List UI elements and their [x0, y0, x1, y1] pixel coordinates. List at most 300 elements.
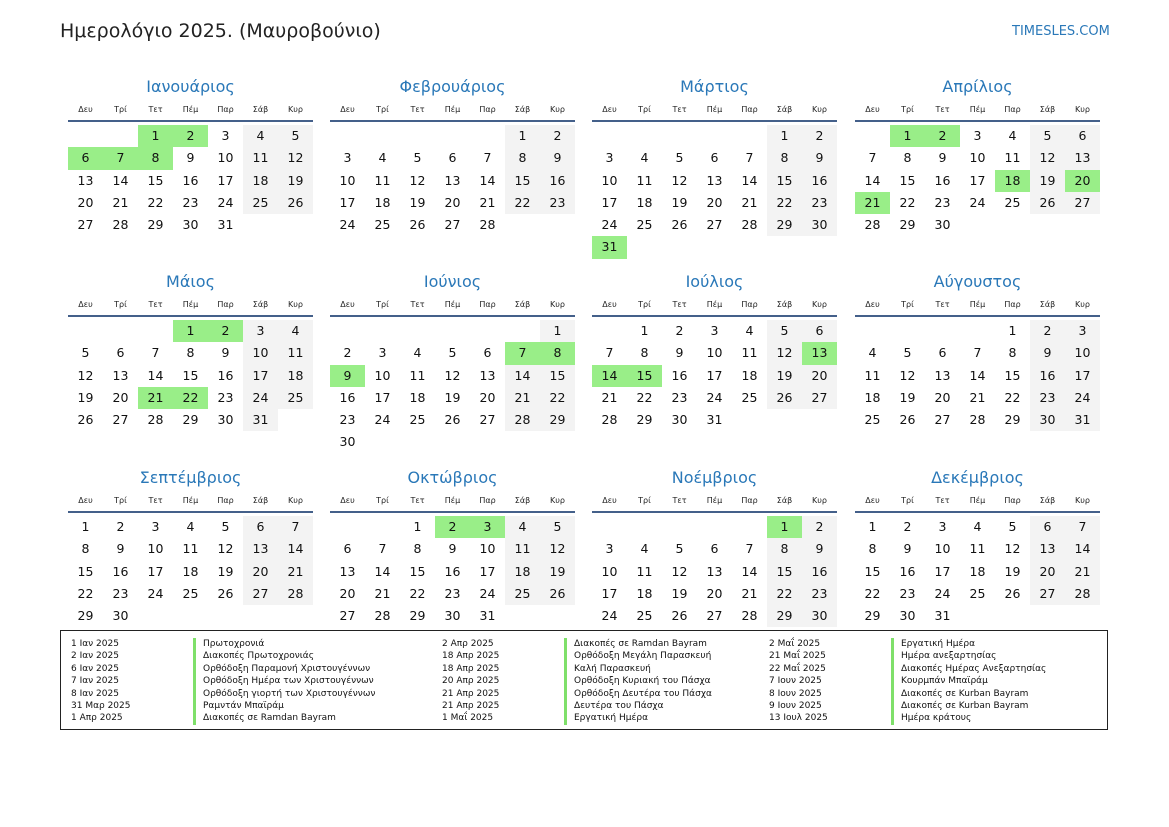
month-name: Φεβρουάριος — [399, 77, 506, 96]
weekday-label: Παρ — [479, 300, 496, 309]
day-cell: 14 — [112, 172, 129, 188]
day-cell: 17 — [479, 563, 496, 579]
weekday-label: Κυρ — [812, 300, 827, 309]
day-cell: 5 — [540, 516, 575, 538]
holiday-day-cell: 2 — [208, 320, 243, 342]
day-cell: 12 — [767, 342, 802, 364]
day-cell: 5 — [221, 519, 230, 534]
day-cell: 15 — [505, 170, 540, 192]
day-cell: 22 — [540, 387, 575, 409]
day-cell: 6 — [1065, 125, 1100, 147]
day-cell: 4 — [243, 125, 278, 147]
weekday-label: Δευ — [602, 496, 617, 505]
day-cell: 16 — [339, 389, 356, 405]
day-cell: 4 — [868, 345, 877, 361]
empty-cell — [138, 320, 173, 342]
day-cell: 21 — [505, 387, 540, 409]
day-cell: 22 — [767, 192, 802, 214]
holiday-date: 8 Ιουν 2025 — [769, 688, 822, 699]
day-cell: 23 — [182, 194, 199, 210]
day-cell: 8 — [186, 345, 195, 361]
holiday-day-cell: 8 — [540, 342, 575, 364]
weekday-header — [330, 495, 575, 513]
day-cell: 17 — [374, 389, 391, 405]
weekday-label: Κυρ — [1075, 105, 1090, 114]
weekday-label: Τετ — [148, 105, 163, 114]
weekday-label: Τετ — [672, 496, 687, 505]
day-cell: 7 — [1065, 516, 1100, 538]
holiday-date: 1 Μαΐ 2025 — [442, 713, 494, 724]
holiday-date: 31 Μαρ 2025 — [71, 701, 131, 712]
holiday-day-cell: 7 — [103, 147, 138, 169]
day-cell: 22 — [899, 194, 916, 210]
day-cell: 23 — [540, 192, 575, 214]
holiday-entry — [769, 675, 1046, 687]
empty-cell — [890, 320, 925, 342]
day-cell: 11 — [182, 541, 199, 557]
day-cell: 26 — [671, 608, 688, 624]
day-cell: 27 — [706, 217, 723, 233]
day-cell: 3 — [378, 345, 387, 361]
holiday-entry — [769, 700, 1046, 712]
weekday-label: Πέμ — [706, 300, 723, 309]
day-cell: 27 — [706, 608, 723, 624]
day-cell: 29 — [767, 605, 802, 627]
day-cell: 29 — [864, 608, 881, 624]
day-cell: 20 — [444, 194, 461, 210]
holiday-day-cell: 7 — [505, 342, 540, 364]
day-cell: 25 — [969, 585, 986, 601]
day-cell: 13 — [934, 367, 951, 383]
day-cell: 27 — [479, 412, 496, 428]
day-cell: 16 — [540, 170, 575, 192]
holiday-entry — [442, 700, 712, 712]
empty-cell — [732, 125, 767, 147]
weekday-label: Πέμ — [182, 105, 199, 114]
day-cell: 25 — [278, 387, 313, 409]
weekday-label: Δευ — [865, 496, 880, 505]
day-cell: 16 — [802, 561, 837, 583]
weekday-label: Κυρ — [1075, 496, 1090, 505]
empty-cell — [103, 125, 138, 147]
weekday-label: Τετ — [935, 105, 950, 114]
day-cell: 23 — [671, 389, 688, 405]
holiday-entry — [71, 650, 375, 662]
day-cell: 16 — [444, 563, 461, 579]
day-cell: 25 — [636, 217, 653, 233]
day-grid — [855, 516, 1100, 627]
day-cell: 7 — [745, 150, 754, 166]
weekday-label: Πέμ — [182, 300, 199, 309]
holiday-date: 1 Απρ 2025 — [71, 713, 123, 724]
empty-cell — [435, 125, 470, 147]
day-cell: 28 — [374, 608, 391, 624]
day-cell: 8 — [413, 541, 422, 557]
day-cell: 14 — [374, 563, 391, 579]
day-cell: 5 — [448, 345, 457, 361]
day-cell: 1 — [505, 125, 540, 147]
day-cell: 19 — [77, 389, 94, 405]
day-cell: 23 — [217, 389, 234, 405]
day-cell: 11 — [278, 342, 313, 364]
weekday-label: Σάβ — [252, 105, 269, 114]
day-cell: 13 — [479, 367, 496, 383]
holiday-day-cell: 31 — [592, 236, 627, 258]
month-calendar — [68, 465, 313, 627]
day-cell: 21 — [1065, 561, 1100, 583]
day-cell: 18 — [182, 563, 199, 579]
day-cell: 7 — [745, 541, 754, 557]
page-title: Ημερολόγιο 2025. (Μαυροβούνιο) — [60, 20, 381, 42]
holiday-day-cell: 2 — [435, 516, 470, 538]
day-cell: 3 — [221, 128, 230, 143]
weekday-header — [855, 299, 1100, 317]
weekday-label: Παρ — [741, 496, 758, 505]
holiday-date: 2 Απρ 2025 — [442, 639, 494, 649]
day-cell: 18 — [969, 563, 986, 579]
holiday-entry — [71, 700, 375, 712]
weekday-label: Δευ — [78, 300, 93, 309]
day-cell: 29 — [77, 608, 94, 624]
month-name: Ιούνιος — [423, 272, 482, 291]
day-cell: 12 — [540, 538, 575, 560]
holiday-entry — [769, 688, 1046, 700]
weekday-label: Κυρ — [288, 105, 303, 114]
day-cell: 19 — [767, 365, 802, 387]
weekday-label: Κυρ — [812, 105, 827, 114]
day-cell: 12 — [217, 541, 234, 557]
weekday-label: Κυρ — [550, 496, 565, 505]
holiday-date: 18 Απρ 2025 — [442, 663, 500, 674]
weekday-label: Σάβ — [776, 496, 793, 505]
day-cell: 14 — [741, 563, 758, 579]
day-cell: 1 — [413, 519, 422, 534]
holiday-entry — [71, 688, 375, 700]
weekday-label: Τετ — [410, 496, 425, 505]
day-cell: 30 — [182, 217, 199, 233]
day-cell: 6 — [243, 516, 278, 538]
day-cell: 22 — [77, 585, 94, 601]
day-cell: 24 — [339, 217, 356, 233]
day-cell: 17 — [706, 367, 723, 383]
day-cell: 20 — [706, 585, 723, 601]
empty-cell — [697, 516, 732, 538]
day-cell: 8 — [81, 541, 90, 557]
day-grid — [592, 320, 837, 431]
day-cell: 24 — [1065, 387, 1100, 409]
empty-cell — [330, 516, 365, 538]
empty-cell — [68, 320, 103, 342]
day-cell: 3 — [710, 323, 719, 338]
day-cell: 26 — [767, 387, 802, 409]
day-cell: 10 — [601, 172, 618, 188]
day-cell: 14 — [278, 538, 313, 560]
day-cell: 13 — [77, 172, 94, 188]
day-cell: 30 — [671, 412, 688, 428]
weekday-label: Πέμ — [969, 496, 986, 505]
holiday-date: 7 Ιαν 2025 — [71, 676, 119, 687]
day-cell: 4 — [745, 323, 754, 338]
weekday-label: Παρ — [1004, 105, 1021, 114]
holiday-entry — [442, 650, 712, 662]
day-cell: 4 — [1008, 128, 1017, 143]
holiday-column-3 — [769, 638, 1046, 725]
day-cell: 12 — [671, 563, 688, 579]
holiday-name: Πρωτοχρονιά — [193, 638, 264, 650]
weekday-label: Τρί — [901, 105, 914, 114]
day-cell: 28 — [1065, 583, 1100, 605]
day-cell: 24 — [147, 585, 164, 601]
day-cell: 29 — [899, 217, 916, 233]
day-cell: 23 — [934, 194, 951, 210]
holiday-day-cell: 2 — [925, 125, 960, 147]
holiday-day-cell: 2 — [173, 125, 208, 147]
weekday-label: Πέμ — [182, 496, 199, 505]
day-cell: 5 — [413, 150, 422, 166]
day-cell: 22 — [767, 583, 802, 605]
day-cell: 18 — [374, 194, 391, 210]
day-cell: 19 — [444, 389, 461, 405]
day-cell: 4 — [186, 519, 195, 534]
holiday-entry — [71, 712, 375, 724]
day-cell: 30 — [802, 214, 837, 236]
weekday-label: Κυρ — [550, 300, 565, 309]
holiday-day-cell: 22 — [173, 387, 208, 409]
day-cell: 12 — [409, 172, 426, 188]
holiday-name: Ορθόδοξη Ημέρα των Χριστουγέννων — [193, 675, 374, 687]
weekday-label: Σάβ — [1039, 300, 1056, 309]
holiday-day-cell: 21 — [138, 387, 173, 409]
day-cell: 4 — [413, 345, 422, 361]
holiday-entry — [442, 638, 712, 650]
weekday-label: Τετ — [935, 496, 950, 505]
day-grid — [592, 516, 837, 627]
weekday-label: Τρί — [901, 496, 914, 505]
day-cell: 14 — [741, 172, 758, 188]
empty-cell — [68, 125, 103, 147]
day-cell: 11 — [636, 172, 653, 188]
day-cell: 18 — [243, 170, 278, 192]
day-cell: 2 — [116, 519, 125, 534]
weekday-label: Σάβ — [252, 496, 269, 505]
month-calendar — [68, 74, 313, 236]
day-cell: 23 — [802, 583, 837, 605]
day-cell: 7 — [605, 345, 614, 361]
weekday-header — [592, 299, 837, 317]
day-cell: 13 — [706, 172, 723, 188]
day-cell: 4 — [505, 516, 540, 538]
day-cell: 18 — [636, 194, 653, 210]
holiday-entry — [71, 675, 375, 687]
day-cell: 14 — [147, 367, 164, 383]
day-cell: 11 — [374, 172, 391, 188]
empty-cell — [592, 320, 627, 342]
day-cell: 20 — [479, 389, 496, 405]
weekday-label: Τρί — [638, 496, 651, 505]
weekday-label: Τετ — [672, 300, 687, 309]
month-calendar — [330, 269, 575, 454]
day-cell: 26 — [409, 217, 426, 233]
weekday-label: Δευ — [78, 105, 93, 114]
day-cell: 1 — [767, 125, 802, 147]
holiday-name: Ορθόδοξη Παραμονή Χριστουγέννων — [193, 663, 370, 675]
day-cell: 13 — [1030, 538, 1065, 560]
day-cell: 22 — [409, 585, 426, 601]
day-cell: 13 — [1065, 147, 1100, 169]
day-cell: 5 — [675, 150, 684, 166]
holiday-name: Εργατική Ημέρα — [564, 712, 648, 724]
month-calendar — [592, 269, 837, 431]
weekday-label: Δευ — [865, 105, 880, 114]
day-cell: 15 — [864, 563, 881, 579]
holiday-name: Ορθόδοξη Κυριακή του Πάσχα — [564, 675, 711, 687]
day-cell: 12 — [1030, 147, 1065, 169]
holiday-date: 21 Απρ 2025 — [442, 701, 500, 712]
month-calendar — [855, 269, 1100, 431]
day-cell: 21 — [741, 194, 758, 210]
empty-cell — [662, 125, 697, 147]
holiday-day-cell: 8 — [138, 147, 173, 169]
month-name: Ιούλιος — [685, 272, 744, 291]
holiday-name: Διακοπές σε Ramdan Bayram — [193, 712, 336, 724]
day-cell: 13 — [112, 367, 129, 383]
day-cell: 24 — [217, 194, 234, 210]
day-cell: 4 — [640, 541, 649, 557]
holiday-entry — [769, 638, 1046, 650]
holiday-day-cell: 6 — [68, 147, 103, 169]
weekday-label: Τρί — [114, 496, 127, 505]
weekday-label: Κυρ — [1075, 300, 1090, 309]
holiday-day-cell: 18 — [995, 170, 1030, 192]
day-cell: 2 — [903, 519, 912, 534]
day-cell: 27 — [1065, 192, 1100, 214]
day-cell: 15 — [1004, 367, 1021, 383]
empty-cell — [330, 320, 365, 342]
day-cell: 22 — [636, 389, 653, 405]
holiday-date: 21 Απρ 2025 — [442, 688, 500, 699]
day-cell: 30 — [112, 608, 129, 624]
day-cell: 27 — [339, 608, 356, 624]
day-cell: 30 — [802, 605, 837, 627]
empty-cell — [470, 125, 505, 147]
empty-cell — [400, 320, 435, 342]
weekday-label: Σάβ — [252, 300, 269, 309]
month-name: Δεκέμβριος — [931, 468, 1024, 487]
month-name: Ιανουάριος — [146, 77, 235, 96]
day-cell: 30 — [444, 608, 461, 624]
day-cell: 26 — [671, 217, 688, 233]
day-cell: 5 — [1030, 125, 1065, 147]
holiday-entry — [442, 663, 712, 675]
weekday-header — [592, 495, 837, 513]
day-cell: 21 — [479, 194, 496, 210]
day-cell: 19 — [217, 563, 234, 579]
holiday-date: 8 Ιαν 2025 — [71, 688, 119, 699]
day-cell: 19 — [899, 389, 916, 405]
holiday-name: Ημέρα ανεξαρτησίας — [891, 650, 996, 662]
day-cell: 16 — [182, 172, 199, 188]
day-cell: 1 — [81, 519, 90, 534]
day-cell: 11 — [864, 367, 881, 383]
day-cell: 13 — [339, 563, 356, 579]
weekday-label: Σάβ — [1039, 496, 1056, 505]
holiday-date: 2 Μαΐ 2025 — [769, 639, 821, 649]
day-cell: 28 — [741, 608, 758, 624]
holiday-day-cell: 1 — [138, 125, 173, 147]
day-cell: 12 — [444, 367, 461, 383]
weekday-label: Πέμ — [706, 496, 723, 505]
day-cell: 1 — [640, 323, 649, 338]
day-cell: 11 — [636, 563, 653, 579]
day-grid — [330, 320, 575, 454]
holiday-date: 1 Ιαν 2025 — [71, 639, 119, 649]
weekday-label: Σάβ — [776, 105, 793, 114]
weekday-label: Τετ — [935, 300, 950, 309]
holiday-day-cell: 20 — [1065, 170, 1100, 192]
weekday-label: Παρ — [1004, 300, 1021, 309]
weekday-label: Παρ — [217, 105, 234, 114]
holiday-day-cell: 1 — [767, 516, 802, 538]
day-grid — [330, 125, 575, 236]
day-cell: 22 — [147, 194, 164, 210]
empty-cell — [592, 516, 627, 538]
day-cell: 6 — [710, 541, 719, 557]
day-cell: 9 — [221, 345, 230, 361]
day-cell: 9 — [1030, 342, 1065, 364]
day-cell: 18 — [636, 585, 653, 601]
day-cell: 10 — [1065, 342, 1100, 364]
day-cell: 23 — [1030, 387, 1065, 409]
empty-cell — [330, 125, 365, 147]
weekday-label: Παρ — [217, 496, 234, 505]
day-cell: 21 — [969, 389, 986, 405]
holiday-date: 7 Ιουν 2025 — [769, 676, 822, 687]
day-cell: 28 — [741, 217, 758, 233]
day-cell: 6 — [448, 150, 457, 166]
month-calendar — [855, 74, 1100, 236]
day-cell: 25 — [374, 217, 391, 233]
day-cell: 4 — [278, 320, 313, 342]
day-cell: 14 — [1065, 538, 1100, 560]
weekday-label: Παρ — [217, 300, 234, 309]
day-cell: 23 — [339, 412, 356, 428]
day-cell: 21 — [374, 585, 391, 601]
day-cell: 7 — [378, 541, 387, 557]
weekday-header — [68, 104, 313, 122]
site-link[interactable]: TIMESLES.COM — [1012, 24, 1110, 39]
day-cell: 12 — [1004, 541, 1021, 557]
weekday-header — [592, 104, 837, 122]
day-cell: 25 — [636, 608, 653, 624]
day-cell: 19 — [671, 194, 688, 210]
empty-cell — [470, 320, 505, 342]
day-cell: 15 — [767, 561, 802, 583]
day-cell: 3 — [1065, 320, 1100, 342]
weekday-label: Παρ — [741, 105, 758, 114]
day-cell: 4 — [973, 519, 982, 534]
day-cell: 28 — [864, 217, 881, 233]
day-cell: 23 — [802, 192, 837, 214]
holiday-entry — [71, 663, 375, 675]
weekday-label: Παρ — [479, 105, 496, 114]
weekday-header — [68, 299, 313, 317]
day-cell: 25 — [182, 585, 199, 601]
holiday-name: Διακοπές σε Ramdan Bayram — [564, 638, 707, 650]
empty-cell — [925, 320, 960, 342]
day-cell: 10 — [147, 541, 164, 557]
day-cell: 7 — [483, 150, 492, 166]
weekday-label: Δευ — [340, 496, 355, 505]
